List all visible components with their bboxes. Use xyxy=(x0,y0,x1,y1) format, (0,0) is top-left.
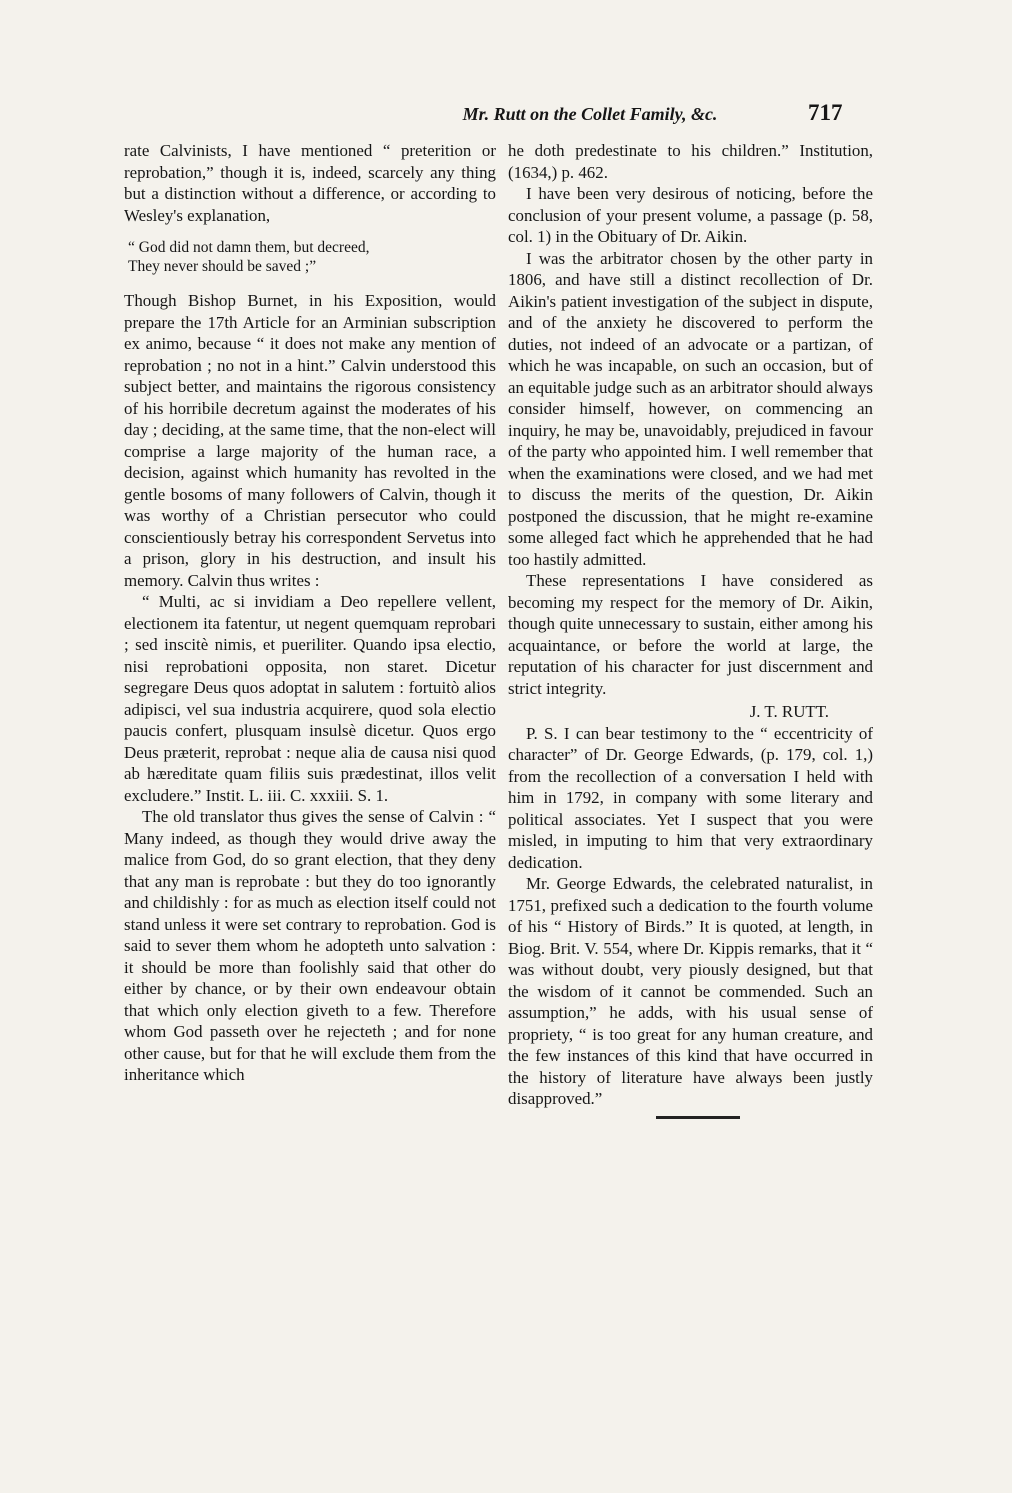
verse-line: They never should be saved ;” xyxy=(128,258,317,275)
paragraph: I was the arbitrator chosen by the other party in 1806, and have still a distinct recollection of Dr. Aikin's patient investigation of the subject in dispute, and of the anxiety he discovered to perform the duties, not indeed of an advocate or a partizan, of which he was incapable, on such an occasion, but of an equitable judge such as an arbitrator should always consider himself, however, on commencing an inquiry, he may be, unavoidably, prejudiced in favour of the party who appointed him. I well remember that when the examinations were closed, and we had met to discuss the merits of the question, Dr. Aikin postponed the discussion, that he might re-examine some alleged fact which he apprehended that he had too hastily admitted. xyxy=(508,248,873,569)
paragraph: rate Calvinists, I have mentioned “ preterition or reprobation,” though it is, indeed, scarcely any thing but a distinction without a difference, or according to Wesley's explanation, xyxy=(124,141,496,225)
closing-rule xyxy=(656,1116,740,1119)
paragraph: P. S. I can bear testimony to the “ eccentricity of character” of Dr. George Edwards, (p. 179, col. 1,) from the recollection of a conversation I held with him in 1792, in company with some literary and political associates. Yet I suspect that you were misled, in imputing to him that very extraordinary dedication. xyxy=(508,723,873,872)
running-head: Mr. Rutt on the Collet Family, &c. xyxy=(462,104,718,124)
right-column xyxy=(508,140,873,1119)
paragraph: These representations I have considered as becoming my respect for the memory of Dr. Aikin, though quite unnecessary to sustain, either among his acquaintance, or before the world at large, the reputation of his character for just discernment and strict integrity. xyxy=(508,571,873,698)
paragraph: Though Bishop Burnet, in his Exposition, would prepare the 17th Article for an Arminian subscription ex animo, because “ it does not make any mention of reprobation ; no not in a hint.” Calvin understood this subject better, and maintains the rigorous consistency of his horribile decretum against the moderates of his day ; deciding, at the same time, that the non-elect will comprise a large majority of the human race, a decision, against which humanity has revolted in the gentle bosoms of many followers of Calvin, though it was worthy of a Christian persecutor who could conscientiously betray his correspondent Servetus into a prison, glory in his destruction, and insult his memory. Calvin thus writes : xyxy=(124,291,496,590)
verse-line: “ God did not damn them, but decreed, xyxy=(128,239,370,256)
paragraph: Mr. George Edwards, the celebrated naturalist, in 1751, prefixed such a dedication to the fourth volume of his “ History of Birds.” It is quoted, at length, in Biog. Brit. V. 554, where Dr. Kippis remarks, that it “ was without doubt, very piously designed, but that the wisdom of it cannot be commended. Such an assumption,” he adds, with his usual sense of propriety, “ is too great for any human creature, and the few instances of this kind that have occurred in the history of literature have always been justly disapproved.” xyxy=(508,874,873,1108)
paragraph: I have been very desirous of noticing, before the conclusion of your present volume, a passage (p. 58, col. 1) in the Obituary of Dr. Aikin. xyxy=(508,184,873,246)
verse-quotation xyxy=(124,238,496,276)
left-column xyxy=(124,140,496,1086)
signature: J. T. RUTT. xyxy=(749,702,829,721)
paragraph: The old translator thus gives the sense of Calvin : “ Many indeed, as though they would drive away the malice from God, do so grant election, that they deny that any man is reprobate : but they do too ignorantly and childishly : for as much as election itself could not stand unless it were set contrary to reprobation. God is said to sever them whom he adopteth unto salvation : it should be more than foolishly said that other do either by chance, or by their own endeavour obtain that which only election giveth to a few. Therefore whom God passeth over he rejecteth ; and for none other cause, but for that he will exclude them from the inheritance which xyxy=(124,807,496,1084)
paragraph: he doth predestinate to his children.” Institution, (1634,) p. 462. xyxy=(508,141,873,182)
page-number: 717 xyxy=(808,100,843,125)
latin-quotation: “ Multi, ac si invidiam a Deo repellere vellent, electionem ita fatentur, ut negent quemquam reprobari ; sed inscitè nimis, et pueriliter. Quando ipsa electio, nisi reprobationi opposita, non staret. Dicetur segregare Deus quos adoptat in salutem : fortuitò alios adipisci, vel sua industria acquirere, quod sola electio paucis confert, plusquam insulsè dicetur. Quos ergo Deus præterit, reprobat : neque alia de causa nisi quod ab hæreditate quam filiis suis prædestinat, illos velit excludere.” Instit. L. iii. C. xxxiii. S. 1. xyxy=(124,592,496,805)
